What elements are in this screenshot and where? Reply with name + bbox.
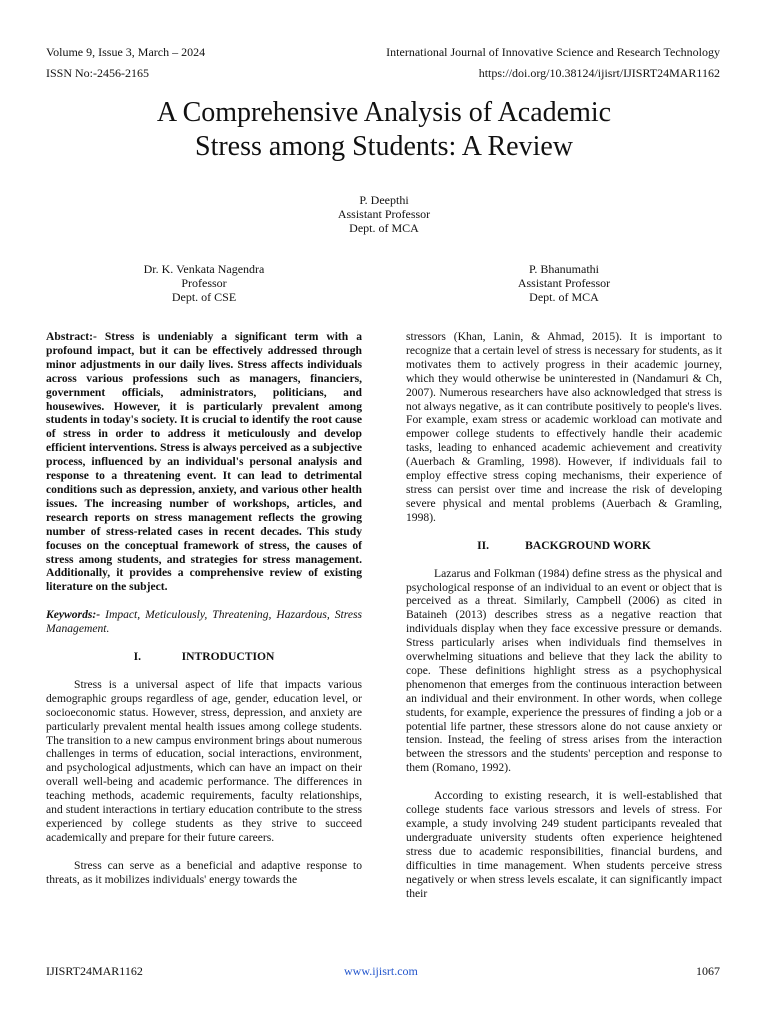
- paragraph: Lazarus and Folkman (1984) define stress as the physical and psychological response of an individual to an event or object that is perceived as a threat. Similarly, Campbell (2006) as cited in Bataineh (2013) describes stress as a negative reaction that individuals display when they face excessive pressure or demands. Stress particularly arises when individuals find themselves in overwhelming situations and believe that they lack the ability to cope. These definitions highlight stress as a psychophysical phenomenon that emerges from the continuous interaction between an individual and their environment. In other words, when college students, for example, experience the pressures of finding a job or a potential life partner, these stressors alone do not cause anxiety or tension. Instead, the feeling of stress arises from the interaction between the stressors and the students' perception and response to them (Romano, 1992).: [406, 566, 722, 775]
- paragraph: stressors (Khan, Lanin, & Ahmad, 2015). It is important to recognize that a certain level of stress is necessary for students, as it motivates them to actively progress in their academic journey, which they would otherwise be uninterested in (Nandamuri & Ch, 2007). Numerous researchers have also acknowledged that stress is not always negative, as it can contribute positively to people's lives. For example, exam stress or academic workload can motivate and empower college students to effectively handle their academic tasks, leading to enhanced academic achievement and creativity (Auerbach & Gramling, 1998). However, if individuals fail to employ effective stress coping mechanisms, their experience of stress can persist over time and increase the risk of developing severe physical and mental problems (Auerbach & Gramling, 1998).: [406, 330, 722, 524]
- section-title: BACKGROUND WORK: [525, 538, 651, 552]
- keywords-text: Impact, Meticulously, Threatening, Hazardous, Stress Management.: [46, 608, 362, 636]
- volume-info: Volume 9, Issue 3, March – 2024: [46, 45, 206, 59]
- author-role: Assistant Professor: [517, 276, 611, 290]
- author-name: P. Bhanumathi: [528, 262, 599, 276]
- left-column: [46, 330, 362, 901]
- author-name: Dr. K. Venkata Nagendra: [143, 262, 265, 276]
- author-dept: Dept. of MCA: [349, 221, 419, 235]
- section-heading-introduction: [46, 650, 362, 664]
- paragraph: Stress can serve as a beneficial and adaptive response to threats, as it mobilizes individuals' energy towards the: [46, 858, 362, 886]
- paper-title: [84, 96, 684, 164]
- author-role: Professor: [181, 276, 227, 290]
- author-block-1: [284, 193, 484, 235]
- author-name: P. Deepthi: [359, 193, 409, 207]
- footer-paper-id: IJISRT24MAR1162: [46, 964, 143, 978]
- page-number: 1067: [696, 964, 720, 978]
- author-block-2: [104, 262, 304, 304]
- issn: ISSN No:-2456-2165: [46, 66, 150, 80]
- keywords-label: Keywords:-: [46, 608, 101, 622]
- section-number: II.: [477, 538, 490, 552]
- author-role: Assistant Professor: [337, 207, 431, 221]
- section-number: I.: [133, 650, 142, 664]
- author-dept: Dept. of CSE: [171, 290, 237, 304]
- abstract: Abstract:- Stress is undeniably a significant term with a profound impact, but it can be effectively addressed through minor adjustments in our daily lives. Stress affects individuals across various professions such as managers, financiers, government officials, administrators, politicians, and housewives. However, it is particularly prevalent among students in today's society. It is crucial to identify the root cause of stress in order to address it meticulously and develop efficient interventions. Stress is always perceived as a subjective process, influenced by an individual's personal analysis and response to a threatening event. It can lead to detrimental conditions such as depression, anxiety, and various other health issues. The increasing number of workshops, articles, and research reports on stress management reflects the growing number of stress-related cases in recent decades. This study focuses on the conceptual framework of stress, the causes of stress among students, and strategies for stress management. Additionally, it provides a comprehensive review of existing literature on the subject.: [46, 330, 362, 594]
- title-line-2: Stress among Students: A Review: [195, 131, 573, 162]
- title-line-1: A Comprehensive Analysis of Academic: [156, 97, 612, 128]
- author-dept: Dept. of MCA: [529, 290, 599, 304]
- journal-name: International Journal of Innovative Science and Research Technology: [386, 45, 720, 59]
- keywords: [46, 608, 362, 636]
- paragraph: According to existing research, it is well-established that college students face various stressors and levels of stress. For example, a study involving 249 student participants revealed that undergraduate university students often experience heightened stress due to academic responsibilities, financial burdens, and difficulties in time management. When students perceive stress negatively or when stress levels escalate, it can significantly impact their: [406, 789, 722, 900]
- section-heading-background: [406, 539, 722, 553]
- section-title: INTRODUCTION: [181, 650, 275, 664]
- paragraph: Stress is a universal aspect of life that impacts various demographic groups regardless of age, gender, education level, or socioeconomic status. However, stress, depression, and anxiety are particularly prevalent mental health issues among college students. The transition to a new campus environment brings about numerous challenges in terms of education, social interactions, environment, and psychological adjustments, which can have an impact on their overall well-being and academic performance. The differences in teaching methods, academic requirements, faculty relationships, and student interactions in tertiary education contribute to the stress experienced by college students as they strive to succeed academically and prepare for their future careers.: [46, 677, 362, 844]
- footer-website-link[interactable]: www.ijisrt.com: [344, 964, 418, 978]
- author-block-3: [464, 262, 664, 304]
- right-column: [406, 330, 722, 914]
- doi-link[interactable]: https://doi.org/10.38124/ijisrt/IJISRT24MAR1162: [478, 66, 720, 80]
